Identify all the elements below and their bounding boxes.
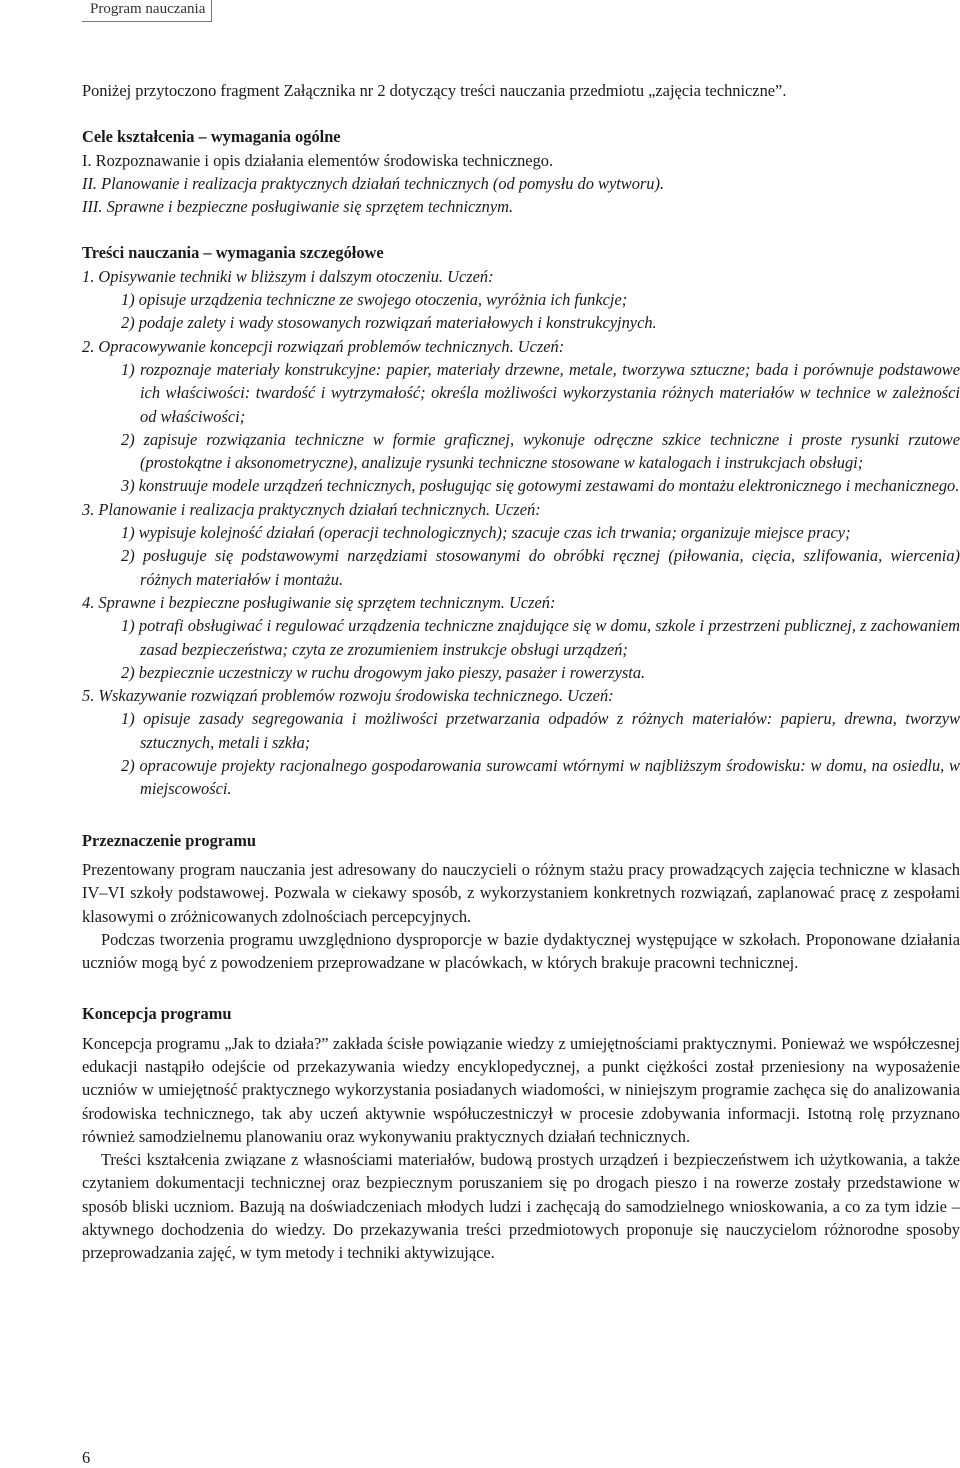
section-item: 1) opisuje zasady segregowania i możliwości przetwarzania odpadów z różnych materiałów: papieru, drewna, tworzyw sztucznych, metali i szkła; (121, 709, 960, 752)
koncepcja-heading: Koncepcja programu (82, 1004, 232, 1024)
section-title: 2. Opracowywanie koncepcji rozwiązań problemów technicznych. Uczeń: (82, 336, 565, 356)
koncepcja-paragraph: Treści kształcenia związane z własnościami materiałów, budową prostych urządzeń i bezpieczeństwem ich użytkowania, a także czytaniem dokumentacji technicznej oraz bezpiecznym poruszaniem się po drogach pieszo i na rowerze zostały przedstawione w sposób bliski uczniom. Bazują na doświadczeniach młodych ludzi i zachęcają do samodzielnego wnioskowania, a co za tym idzie – aktywnego dochodzenia do wiedzy. Do przekazywania treści przedmiotowych proponuje się nauczycielom różnorodne sposoby przeprowadzania zajęć, w tym metody i techniki aktywizujące. (82, 1150, 960, 1263)
section-item: 1) rozpoznaje materiały konstrukcyjne: papier, materiały drzewne, metale, tworzywa sztuczne; bada i porównuje podstawowe ich właściwości: twardość i wytrzymałość; określa możliwości wykorzystania różnych materiałów w technice w zależności od właściwości; (121, 359, 960, 426)
section-item: 3) konstruuje modele urządzeń technicznych, posługując się gotowymi zestawami do montażu elektronicznego i mechanicznego. (121, 476, 960, 496)
section-item: 1) wypisuje kolejność działań (operacji technologicznych); szacuje czas ich trwania; organizuje miejsce pracy; (121, 523, 851, 543)
przeznaczenie-paragraph: Podczas tworzenia programu uwzględniono dysproporcje w bazie dydaktycznej występujące w szkołach. Proponowane działania uczniów mogą być z powodzeniem przeprowadzane w placówkach, w których brakuje pracowni technicznej. (82, 929, 960, 973)
section-item: 2) bezpiecznie uczestniczy w ruchu drogowym jako pieszy, pasażer i rowerzysta. (121, 662, 646, 682)
section-title: 3. Planowanie i realizacja praktycznych działań technicznych. Uczeń: (82, 499, 541, 519)
przeznaczenie-paragraph: Prezentowany program nauczania jest adresowany do nauczycieli o różnym stażu pracy prowadzących zajęcia techniczne w klasach IV–VI szkoły podstawowej. Pozwala w ciekawy sposób, z wykorzystaniem konkretnych rozwiązań, zaplanować pracę z zespołami klasowymi o zróżnicowanych zdolnościach percepcyjnych. (82, 859, 960, 926)
koncepcja-paragraph: Koncepcja programu „Jak to działa?” zakłada ścisłe powiązanie wiedzy z umiejętnościami praktycznymi. Ponieważ we współczesnej edukacji nastąpiło odejście od przekazywania wiedzy encyklopedycznej, a punkt ciężkości został przeniesiony na wyposażenie uczniów w umiejętność praktycznego wykorzystania posiadanych wiadomości, w niniejszym programie zachęca się do analizowania środowiska technicznego, tak aby uczeń aktywnie współuczestniczył w procesie zdobywania informacji. Istotną rolę przyznano również samodzielnemu planowaniu oraz wykonywaniu praktycznych działań technicznych. (82, 1033, 960, 1146)
page-number: 6 (82, 1448, 91, 1467)
section-title: 1. Opisywanie techniki w bliższym i dalszym otoczeniu. Uczeń: (82, 266, 494, 286)
tresci-heading: Treści nauczania – wymagania szczegółowe (82, 243, 384, 263)
cele-item: III. Sprawne i bezpieczne posługiwanie się sprzętem technicznym. (82, 197, 514, 217)
section-item: 2) zapisuje rozwiązania techniczne w formie graficznej, wykonuje odręczne szkice techniczne i proste rysunki rzutowe (prostokątne i aksonometryczne), analizuje rysunki techniczne stosowane w katalogach i instrukcjach obsługi; (121, 429, 960, 473)
cele-item: II. Planowanie i realizacja praktycznych działań technicznych (od pomysłu do wytworu). (82, 173, 665, 193)
cele-item: I. Rozpoznawanie i opis działania elementów środowiska technicznego. (82, 150, 554, 170)
section-title: 4. Sprawne i bezpieczne posługiwanie się sprzętem technicznym. Uczeń: (82, 592, 556, 612)
cele-heading: Cele kształcenia – wymagania ogólne (82, 127, 341, 147)
section-item: 2) posługuje się podstawowymi narzędziami stosowanymi do obróbki ręcznej (piłowania, cięcia, szlifowania, wiercenia) różnych materiałów i montażu. (121, 546, 960, 589)
intro-paragraph: Poniżej przytoczono fragment Załącznika nr 2 dotyczący treści nauczania przedmiotu „zajęcia techniczne”. (82, 81, 787, 100)
section-item: 1) opisuje urządzenia techniczne ze swojego otoczenia, wyróżnia ich funkcje; (121, 290, 628, 310)
running-header: Program nauczania (90, 1, 206, 17)
section-item: 1) potrafi obsługiwać i regulować urządzenia techniczne znajdujące się w domu, szkole i przestrzeni publicznej, z zachowaniem zasad bezpieczeństwa; czyta ze zrozumieniem instrukcje obsługi urządzeń; (121, 616, 960, 659)
przeznaczenie-heading: Przeznaczenie programu (82, 830, 257, 850)
page-content (82, 79, 960, 1265)
section-item: 2) opracowuje projekty racjonalnego gospodarowania surowcami wtórnymi w najbliższym środowisku: w domu, na osiedlu, w miejscowości. (121, 756, 960, 799)
section-title: 5. Wskazywanie rozwiązań problemów rozwoju środowiska technicznego. Uczeń: (82, 686, 614, 706)
section-item: 2) podaje zalety i wady stosowanych rozwiązań materiałowych i konstrukcyjnych. (121, 313, 657, 333)
